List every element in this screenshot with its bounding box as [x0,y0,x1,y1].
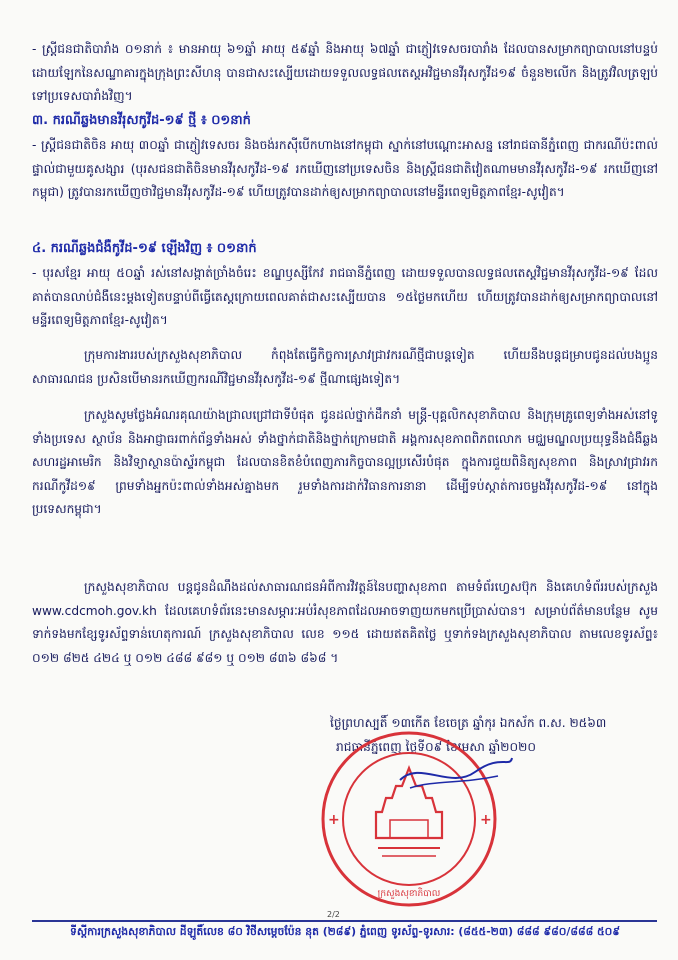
date-gregorian: រាជធានីភ្នំពេញ ថ្ងៃទី០៩ ខែមេសា ឆ្នាំ២០២០ [336,740,536,754]
page-number: 2/2 [327,910,340,919]
footer-divider [32,920,657,922]
date-lunar: ថ្ងៃព្រហស្បតិ៍ ១៣កើត ខែចេត្រ ឆ្នាំកុរ ឯកស័ក ព.ស. ២៥៦៣ [330,716,607,730]
paragraph-khmer-case: - បុរសខ្មែរ អាយុ ៥០ឆ្នាំ រស់នៅសង្កាត់ច្រាំងចំរេះ ខណ្ឌឫស្សីកែវ រាជធានីភ្នំពេញ ដោយទទួលបានលទ្ធផលតេស្តវិជ្ជមានវីរុសកូវីដ-១៩ ដែលគាត់បានលាប់ជំងឺនេះម្តងទៀតបន្ទាប់ពីធ្វើតេស្តក្រោយពេលគាត់ជាសះស្បើយបាន ១៥ថ្ងៃមកហើយ ហើយត្រូវបានដាក់ឲ្យសម្រាកព្យាបាលនៅមន្ទីរពេទ្យមិត្តភាពខ្មែរ-សូវៀត។ [32,266,658,328]
paragraph-french-cases: - ស្ត្រីជនជាតិបារាំង ០១នាក់ ៖ មានអាយុ ៦១ឆ្នាំ អាយុ ៥៩ឆ្នាំ និងអាយុ ៦៧ឆ្នាំ ជាភ្ញៀវទេសចរបារាំង ដែលបានសម្រាកព្យាបាលនៅបន្ទប់ដោយឡែកនៃសណ្ឋាគារក្នុងក្រុងព្រះសីហនុ បានជាសះស្បើយដោយទទួលលទ្ធផលតេស្តអវិជ្ជមានវីរុសកូវីដ១៩ ចំនួន២លើក និងត្រូវវិលត្រឡប់ទៅប្រទេសបារាំងវិញ។ [32,42,658,104]
footer-address: ទីស្តីការក្រសួងសុខាភិបាល ដីឡូតិ៍លេខ ៨០ វិថីសម្ដេចប៉ែន នុត (២៨៩) ភ្នំពេញ ទូរស័ព្ទ-ទូរសារ: (៨៥៥-២៣) ៨៨៨ ៩៨០/៨៨៨ ៥០៩ [70,925,620,938]
heading-reinfection-case: ៤. ករណីឆ្លងជំងឺកូវីដ-១៩ ឡើងវិញ ៖ ០១នាក់ [32,241,257,256]
heading-new-case: ៣. ករណីឆ្លងមានវីរុសកូវីដ-១៩ ថ្មី ៖ ០១នាក់ [32,113,251,128]
paragraph-chinese-case: - ស្ត្រីជនជាតិចិន អាយុ ៣០ឆ្នាំ ជាភ្ញៀវទេសចរ និងចង់រកស៊ីបើកហាងនៅកម្ពុជា ស្នាក់នៅបណ្ដោះអាសន្ន នៅរាជធានីភ្នំពេញ ជាករណីប៉ះពាល់ផ្ទាល់ជាមួយគូសង្សារ (បុរសជនជាតិចិនមានវីរុសកូវីដ-១៩ រកឃើញនៅប្រទេសចិន និងស្ត្រីជនជាតិវៀតណាមមានវីរុសកូវីដ-១៩ រកឃើញនៅកម្ពុជា) ត្រូវបានរកឃើញថាវិជ្ជមានវីរុសកូវីដ-១៩ ហើយត្រូវបានដាក់ឲ្យសម្រាកព្យាបាលនៅមន្ទីរពេទ្យមិត្តភាពខ្មែរ-សូវៀត។ [32,138,658,200]
paragraph-investigation: ក្រុមការងាររបស់ក្រសួងសុខាភិបាល កំពុងតែធ្វើកិច្ចការស្រាវជ្រាវករណីថ្មីជាបន្តទៀត ហើយនឹងបន្តជម្រាបជូនដល់បងប្អូនសាធារណជន ប្រសិនបើមានរកឃើញករណីវិជ្ជមានវីរុសកូវីដ-១៩ ថ្មីណាផ្សេងទៀត។ [32,348,658,386]
paragraph-thanks: ក្រសួងសូមថ្លែងអំណរគុណយ៉ាងជ្រាលជ្រៅជាទីបំផុត ជូនដល់ថ្នាក់ដឹកនាំ មន្ត្រី-បុគ្គលិកសុខាភិបាល និងក្រុមគ្រូពេទ្យទាំងអស់នៅទូទាំងប្រទេស ស្ថាប័ន និងអាជ្ញាធរពាក់ព័ន្ធទាំងអស់ ទាំងថ្នាក់ជាតិនិងថ្នាក់ក្រោមជាតិ អង្គការសុខភាពពិភពលោក មជ្ឈមណ្ឌលប្រយុទ្ធនឹងជំងឺឆ្លងសហរដ្ឋអាមេរិក និងវិទ្យាស្ថានប៉ាស្ទ័រកម្ពុជា ដែលបានខិតខំបំពេញភារកិច្ចបានល្អប្រសើរបំផុត ក្នុងការជួយពិនិត្យសុខភាព និងស្រាវជ្រាវរកករណីកូវីដ១៩ ព្រមទាំងអ្នកប៉ះពាល់ទាំងអស់គ្នាងមក រួមទាំងការដាក់វិធានការនានា ដើម្បីទប់ស្កាត់ការចម្លងវីរុសកូវីដ-១៩ នៅក្នុងប្រទេសកម្ពុជា។ [32,408,658,517]
paragraph-contact-info: ក្រសួងសុខាភិបាល បន្តជូនដំណឹងដល់សាធារណជនអំពីការវិវត្តន៍នៃបញ្ហាសុខភាព តាមទំព័រហ្វេសប៊ុក និងគេហទំព័ររបស់ក្រសួង www.cdcmoh.gov.kh ដែលគេហទំព័រនេះមានសម្ភារៈអប់រំសុខភាពដែលអាចទាញយកមកប្រើប្រាស់បាន។ សម្រាប់ព័ត៌មានបន្ថែម សូមទាក់ទងមកខ្សែទូរស័ព្ទទាន់ហេតុការណ៍ ក្រសួងសុខាភិបាល លេខ ១១៥ ដោយឥតគិតថ្លៃ ឬទាក់ទងក្រសួងសុខាភិបាល តាមលេខទូរស័ព្ទ៖ ០១២ ៨២៥ ៤២៤ ឬ ០១២ ៤៨៨ ៩៨១ ឬ ០១២ ៨៣៦ ៨៦៨ ។ [32,580,658,665]
svg-text:+: + [328,812,340,828]
svg-text:+: + [480,812,492,828]
seal-text: ក្រសួងសុខាភិបាល [377,889,441,899]
signature-mark [380,750,520,800]
